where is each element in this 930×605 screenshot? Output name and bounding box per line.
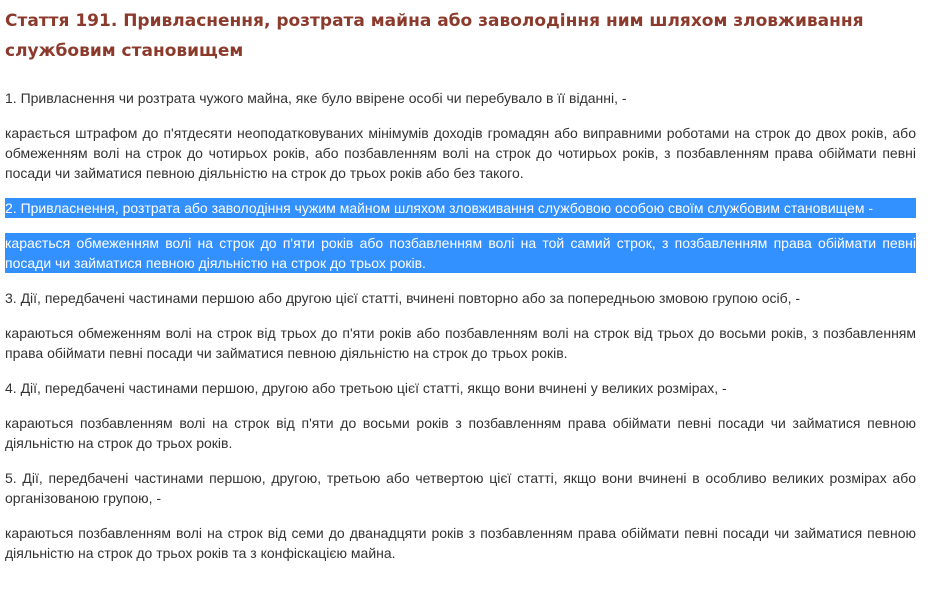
paragraph-part-1: 1. Привласнення чи розтрата чужого майна, яке було ввірене особі чи перебувало в її віданні, - [5, 90, 627, 106]
paragraph-part-5: 5. Дії, передбачені частинами першою, другою, третьою або четвертою цієї статті, якщо вони вчинені в особливо великих розмірах або організованою групою, - [5, 470, 916, 506]
article-body [5, 88, 916, 563]
paragraph-penalty-2: карається обмеженням волі на строк до п'яти років або позбавленням волі на той самий строк, з позбавленням права обіймати певні посади чи займатися певною діяльністю на строк до трьох років. [5, 235, 916, 271]
paragraph-penalty-5: караються позбавленням волі на строк від семи до дванадцяти років з позбавленням права обіймати певні посади чи займатися певною діяльністю на строк до трьох років та з конфіскацією майна. [5, 525, 916, 561]
article-title: Стаття 191. Привласнення, розтрата майна або заволодіння ним шляхом зловживання службовим становищем [5, 11, 864, 61]
paragraph-part-4: 4. Дії, передбачені частинами першою, другою або третьою цієї статті, якщо вони вчинені у великих розмірах, - [5, 380, 727, 396]
paragraph-penalty-4: караються позбавленням волі на строк від п'яти до восьми років з позбавленням права обіймати певні посади чи займатися певною діяльністю на строк до трьох років. [5, 415, 916, 451]
paragraph-part-3: 3. Дії, передбачені частинами першою або другою цієї статті, вчинені повторно або за попередньою змовою групою осіб, - [5, 290, 801, 306]
paragraph-penalty-1: карається штрафом до п'ятдесяти неоподатковуваних мінімумів доходів громадян або виправними роботами на строк до двох років, або обмеженням волі на строк до чотирьох років, або позбавленням волі на строк до чотирьох років, з позбавленням права обіймати певні посади чи займатися певною діяльністю на строк до трьох років або без такого. [5, 125, 916, 181]
paragraph-penalty-3: караються обмеженням волі на строк від трьох до п'яти років або позбавленням волі на строк від трьох до восьми років, з позбавленням права обіймати певні посади чи займатися певною діяльністю на строк до трьох років. [5, 325, 916, 361]
paragraph-part-2: 2. Привласнення, розтрата або заволодіння чужим майном шляхом зловживання службовою особою своїм службовим становищем - [5, 198, 916, 218]
